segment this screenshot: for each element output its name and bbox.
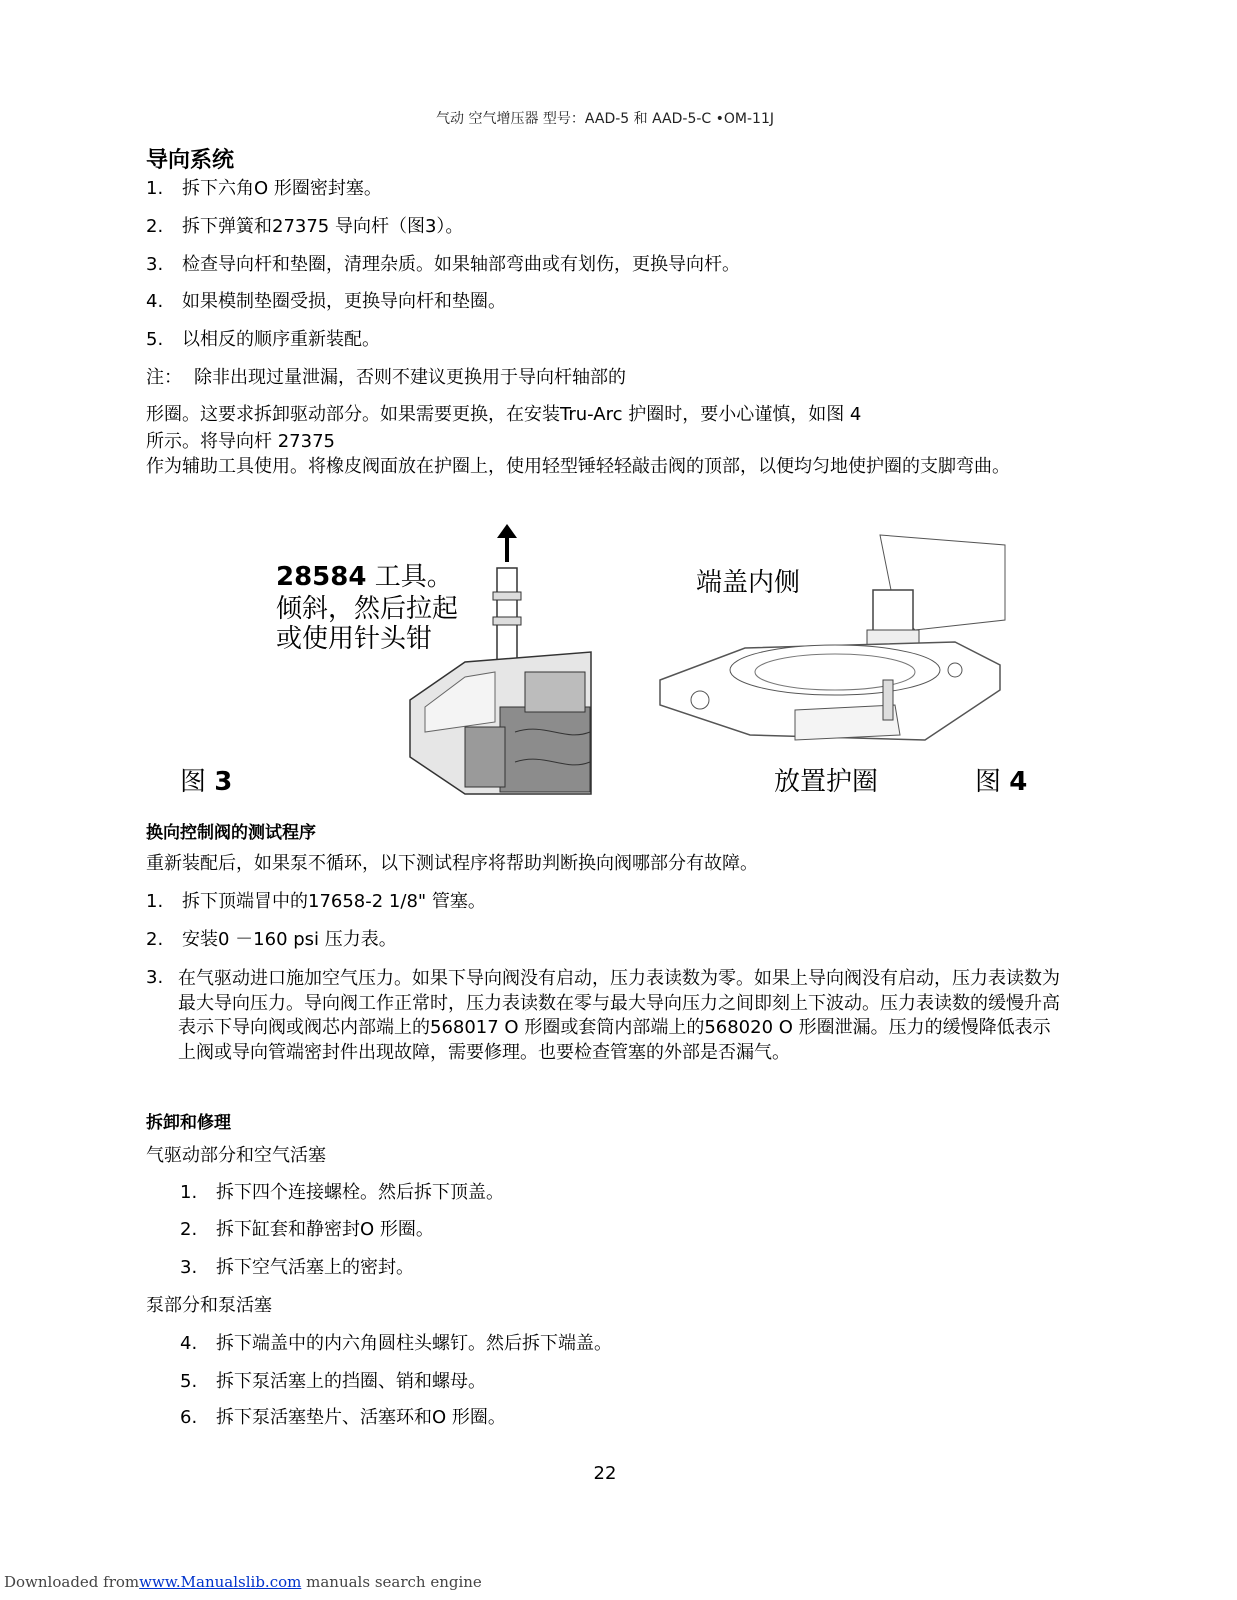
note-paragraph: 作为辅助工具使用。将橡皮阀面放在护圈上，使用轻型锤轻轻敲击阀的顶部，以便均匀地使护圈的支脚弯曲。: [146, 456, 1010, 477]
guide-step: [146, 178, 382, 200]
step-number: 5.: [180, 1371, 198, 1392]
page-number: 22: [593, 1463, 617, 1484]
step-number: 2.: [146, 216, 164, 237]
figure3-caption: [180, 765, 232, 799]
step-text: 拆下泵活塞垫片、活塞环和O 形圈。: [216, 1407, 506, 1428]
repair-step: [180, 1219, 434, 1241]
note-line: 所示。将导向杆 27375: [146, 431, 335, 452]
step-number: 1.: [180, 1182, 198, 1203]
repair-step: [180, 1257, 414, 1279]
step-number: 1.: [146, 178, 164, 199]
guide-step: [146, 254, 740, 276]
step-text: 拆下泵活塞上的挡圈、销和螺母。: [216, 1371, 486, 1392]
document-header: 气动 空气增压器 型号：AAD-5 和 AAD-5-C •OM-11J: [436, 111, 774, 127]
step-number: 1.: [146, 891, 164, 912]
step-text: 拆下端盖中的内六角圆柱头螺钉。然后拆下端盖。: [216, 1333, 612, 1354]
guide-step: [146, 216, 463, 238]
step-number: 4.: [180, 1333, 198, 1354]
repair-step: [180, 1407, 506, 1429]
step-text: 拆下六角O 形圈密封塞。: [182, 178, 382, 199]
step-number: 6.: [180, 1407, 198, 1428]
step-number: 3.: [146, 254, 164, 275]
test-step: [146, 929, 397, 951]
test-step: [146, 967, 1066, 1065]
step-text: 拆下弹簧和27375 导向杆（图3）。: [182, 216, 464, 237]
step-text: 在气驱动进口施加空气压力。如果下导向阀没有启动，压力表读数为零。如果上导向阀没有启动，压力表读数为最大导向压力。导向阀工作正常时，压力表读数在零与最大导向压力之间即刻上下波动。压力表读数的缓慢升高表示下导向阀或阀芯内部端上的568017 O 形圈或套筒内部端上的568020 O 形圈泄漏。压力的缓慢降低表示上阀或导向管端密封件出现故障，需要修理。也要检查管塞的外部是否漏气。: [178, 968, 1060, 1063]
figure4-illustration: [655, 530, 1015, 755]
figure-caption-label: 图: [975, 767, 1002, 797]
subsection-air-drive: 气驱动部分和空气活塞: [146, 1145, 326, 1166]
figure4-label-bottom: 放置护圈: [774, 767, 879, 797]
manualslib-link[interactable]: www.Manualslib.com: [139, 1573, 302, 1591]
step-number: 3.: [146, 967, 164, 988]
repair-step: [180, 1182, 504, 1204]
step-text: 安装0 －160 psi 压力表。: [182, 929, 397, 950]
step-text: 检查导向杆和垫圈，清理杂质。如果轴部弯曲或有划伤，更换导向杆。: [182, 254, 740, 275]
step-number: 2.: [180, 1219, 198, 1240]
step-text: 拆下缸套和静密封O 形圈。: [216, 1219, 434, 1240]
figure3-illustration: [405, 522, 600, 797]
test-intro: 重新装配后，如果泵不循环，以下测试程序将帮助判断换向阀哪部分有故障。: [146, 853, 758, 874]
figure4-caption: [975, 765, 1027, 799]
step-text: 拆下空气活塞上的密封。: [216, 1257, 414, 1278]
step-number: 3.: [180, 1257, 198, 1278]
section-title-guide-system: 导向系统: [146, 148, 235, 173]
footer-prefix: Downloaded from: [4, 1573, 140, 1591]
figure3-label-line1: 工具。: [374, 562, 453, 592]
guide-step: [146, 329, 380, 351]
guide-step: [146, 291, 506, 313]
step-text: 拆下四个连接螺栓。然后拆下顶盖。: [216, 1182, 504, 1203]
step-text: 拆下顶端冒中的17658-2 1/8" 管塞。: [182, 891, 486, 912]
note-label: 注：: [146, 367, 182, 388]
repair-step: [180, 1371, 486, 1393]
figure3-label-line3: 或使用针头钳: [276, 624, 433, 654]
note-line: [146, 367, 626, 389]
figure4-label-top: 端盖内侧: [696, 568, 801, 598]
note-text: 除非出现过量泄漏，否则不建议更换用于导向杆轴部的: [194, 367, 626, 388]
repair-step: [180, 1333, 612, 1355]
figure-caption-number: 4: [1009, 767, 1028, 797]
step-text: 如果模制垫圈受损，更换导向杆和垫圈。: [182, 291, 506, 312]
footer-suffix: manuals search engine: [306, 1573, 482, 1591]
test-step: [146, 891, 486, 913]
section-title-test-procedure: 换向控制阀的测试程序: [146, 823, 316, 843]
step-text: 以相反的顺序重新装配。: [182, 329, 380, 350]
step-number: 4.: [146, 291, 164, 312]
step-number: 5.: [146, 329, 164, 350]
section-title-disassembly: 拆卸和修理: [146, 1113, 231, 1133]
note-line: 形圈。这要求拆卸驱动部分。如果需要更换，在安装Tru-Arc 护圈时，要小心谨慎，如图 4: [146, 404, 862, 425]
step-number: 2.: [146, 929, 164, 950]
tool-number: 28584: [276, 562, 367, 592]
subsection-pump: 泵部分和泵活塞: [146, 1295, 272, 1316]
figure3-label-line2: 倾斜，然后拉起: [276, 594, 459, 624]
figure-caption-number: 3: [214, 767, 233, 797]
download-footer: [4, 1573, 482, 1591]
figure-caption-label: 图: [180, 767, 207, 797]
